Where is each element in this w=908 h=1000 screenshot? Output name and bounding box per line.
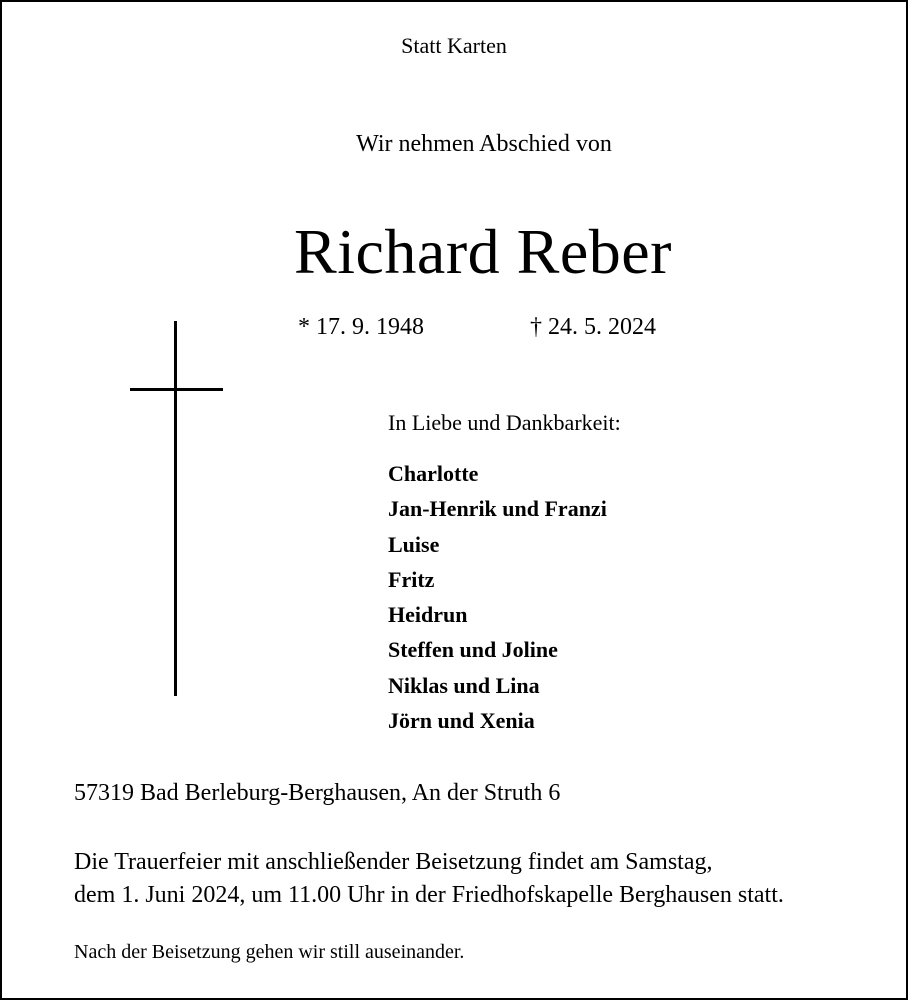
- service-line: Die Trauerfeier mit anschließender Beisetzung findet am Samstag,: [74, 849, 713, 875]
- intro-text: Wir nehmen Abschied von: [356, 131, 612, 157]
- mourner-name: Steffen und Joline: [388, 637, 558, 663]
- mourner-name: Fritz: [388, 566, 435, 592]
- service-announcement: [74, 846, 784, 912]
- mourners-list: [388, 408, 621, 738]
- mourner-name: Luise: [388, 531, 440, 557]
- mourners-intro: In Liebe und Dankbarkeit:: [388, 410, 621, 435]
- mourner-name: Niklas und Lina: [388, 672, 540, 698]
- death-date: † 24. 5. 2024: [530, 314, 656, 340]
- cross-vertical-bar: [174, 321, 177, 696]
- closing-note: Nach der Beisetzung gehen wir still auseinander.: [74, 941, 465, 963]
- mourner-name: Jan-Henrik und Franzi: [388, 496, 607, 522]
- header-note: Statt Karten: [401, 33, 507, 58]
- mourner-name: Charlotte: [388, 461, 479, 486]
- mourner-name: Jörn und Xenia: [388, 708, 535, 734]
- birth-date: * 17. 9. 1948: [298, 314, 424, 340]
- cross-horizontal-bar: [130, 388, 223, 391]
- service-line: dem 1. Juni 2024, um 11.00 Uhr in der Friedhofskapelle Berghausen statt.: [74, 882, 784, 908]
- deceased-name: Richard Reber: [294, 216, 672, 287]
- mourner-name: Heidrun: [388, 602, 468, 628]
- address: 57319 Bad Berleburg-Berghausen, An der Struth 6: [74, 780, 561, 806]
